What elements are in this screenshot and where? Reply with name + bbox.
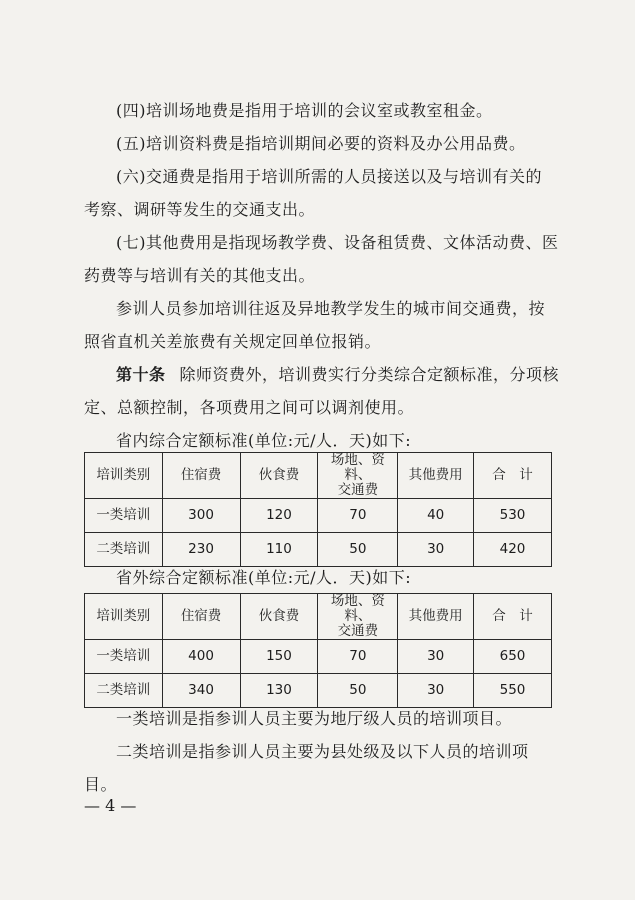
table-row xyxy=(85,640,552,674)
cell-total: 550 xyxy=(474,674,552,708)
article-10-line1 xyxy=(116,362,584,385)
cell-other: 40 xyxy=(398,499,474,533)
cell-total: 420 xyxy=(474,533,552,567)
cell-food: 130 xyxy=(240,674,318,708)
para-other-fee-line2: 药费等与培训有关的其他支出。 xyxy=(84,266,316,285)
header-venue-l2: 交通费 xyxy=(337,623,379,639)
para-transport-fee-line1: (六)交通费是指用于培训所需的人员接送以及与培训有关的 xyxy=(116,167,542,186)
cell-other: 30 xyxy=(398,533,474,567)
header-type: 培训类别 xyxy=(85,453,163,499)
in-province-caption: 省内综合定额标准(单位:元/人．天)如下: xyxy=(116,431,412,450)
cell-total: 650 xyxy=(474,640,552,674)
in-province-table xyxy=(84,452,552,567)
header-total: 合 计 xyxy=(474,594,552,640)
cell-venue: 70 xyxy=(318,640,398,674)
definition-class2-line2: 目。 xyxy=(84,775,118,794)
cell-lodging: 340 xyxy=(162,674,240,708)
article-10-line2: 定、总额控制，各项费用之间可以调剂使用。 xyxy=(84,398,415,417)
header-food: 伙食费 xyxy=(240,453,318,499)
table-row xyxy=(85,499,552,533)
cell-lodging: 230 xyxy=(162,533,240,567)
header-other: 其他费用 xyxy=(398,453,474,499)
header-total: 合 计 xyxy=(474,453,552,499)
para-travel-line2: 照省直机关差旅费有关规定回单位报销。 xyxy=(84,332,382,351)
cell-lodging: 300 xyxy=(162,499,240,533)
article-10-label: 第十条 xyxy=(116,365,166,384)
out-province-table xyxy=(84,593,552,708)
definition-class1: 一类培训是指参训人员主要为地厅级人员的培训项目。 xyxy=(116,709,513,728)
header-food: 伙食费 xyxy=(240,594,318,640)
table-row xyxy=(85,674,552,708)
cell-food: 110 xyxy=(240,533,318,567)
header-venue xyxy=(318,594,398,640)
cell-type: 一类培训 xyxy=(85,640,163,674)
definition-class2-line1: 二类培训是指参训人员主要为县处级及以下人员的培训项 xyxy=(116,742,529,761)
cell-total: 530 xyxy=(474,499,552,533)
header-venue-l1: 场地、资料、 xyxy=(330,452,385,483)
article-10-text: 除师资费外，培训费实行分类综合定额标准，分项核 xyxy=(179,365,560,384)
cell-food: 150 xyxy=(240,640,318,674)
header-lodging: 住宿费 xyxy=(162,453,240,499)
para-material-fee: (五)培训资料费是指培训期间必要的资料及办公用品费。 xyxy=(116,134,526,153)
cell-venue: 70 xyxy=(318,499,398,533)
cell-venue: 50 xyxy=(318,533,398,567)
para-other-fee-line1: (七)其他费用是指现场教学费、设备租赁费、文体活动费、医 xyxy=(116,233,559,252)
cell-other: 30 xyxy=(398,640,474,674)
header-venue xyxy=(318,453,398,499)
cell-type: 二类培训 xyxy=(85,533,163,567)
para-travel-line1: 参训人员参加培训往返及异地教学发生的城市间交通费，按 xyxy=(116,299,546,318)
header-lodging: 住宿费 xyxy=(162,594,240,640)
header-type: 培训类别 xyxy=(85,594,163,640)
table-row xyxy=(85,533,552,567)
page-number: — 4 — xyxy=(84,796,137,815)
cell-type: 二类培训 xyxy=(85,674,163,708)
table-header-row xyxy=(85,594,552,640)
para-transport-fee-line2: 考察、调研等发生的交通支出。 xyxy=(84,200,316,219)
cell-lodging: 400 xyxy=(162,640,240,674)
cell-other: 30 xyxy=(398,674,474,708)
table-header-row xyxy=(85,453,552,499)
header-venue-l2: 交通费 xyxy=(337,482,379,498)
cell-venue: 50 xyxy=(318,674,398,708)
header-other: 其他费用 xyxy=(398,594,474,640)
cell-food: 120 xyxy=(240,499,318,533)
header-venue-l1: 场地、资料、 xyxy=(330,593,385,624)
out-province-caption: 省外综合定额标准(单位:元/人．天)如下: xyxy=(116,568,412,587)
cell-type: 一类培训 xyxy=(85,499,163,533)
para-venue-fee: (四)培训场地费是指用于培训的会议室或教室租金。 xyxy=(116,101,493,120)
